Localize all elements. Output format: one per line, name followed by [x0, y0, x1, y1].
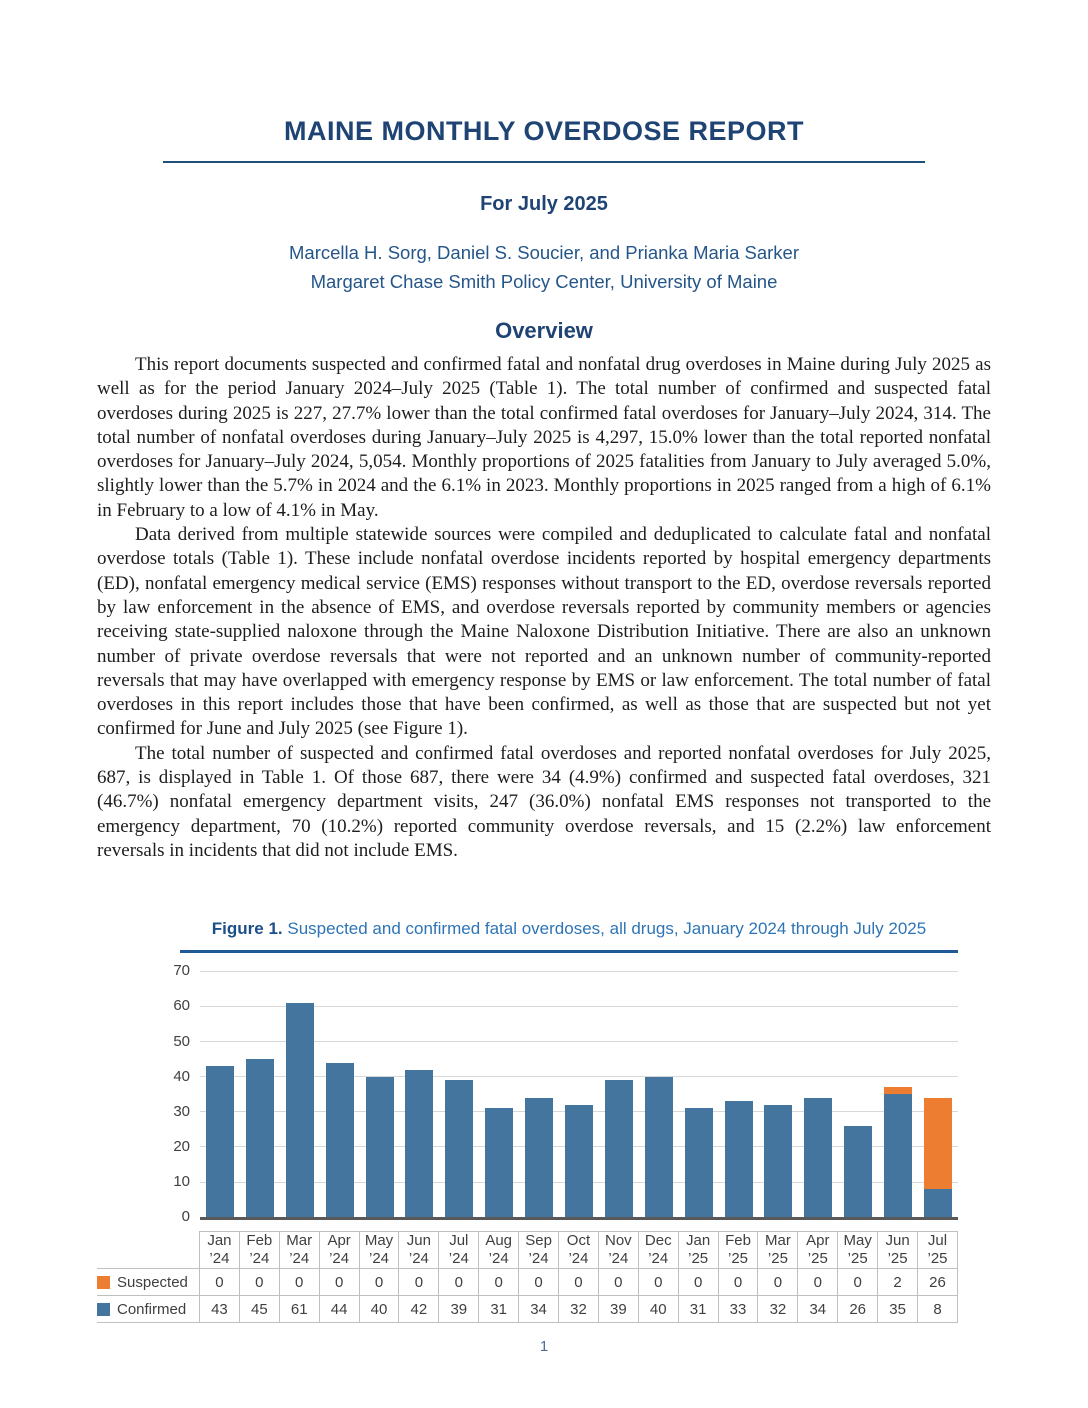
bar-segment-confirmed: [764, 1105, 792, 1217]
table-cell-confirmed-17: 35: [878, 1296, 918, 1323]
month-header-nov-24: [598, 1232, 638, 1269]
table-cell-suspected-7: 0: [479, 1269, 519, 1296]
bar-group-jul-24: [439, 1080, 479, 1217]
month-header-mar-25: [758, 1232, 798, 1269]
bar-segment-confirmed: [565, 1105, 593, 1217]
month-name: May: [364, 1232, 394, 1250]
month-name: Apr: [327, 1232, 351, 1250]
month-header-may-25: [838, 1232, 878, 1269]
bar-segment-confirmed: [246, 1059, 274, 1217]
month-header-jun-25: [878, 1232, 918, 1269]
month-name: Jun: [406, 1232, 431, 1250]
legend-label-suspected: Suspected: [117, 1273, 188, 1291]
month-year: ’25: [807, 1250, 828, 1268]
y-axis-tick-30: 30: [173, 1102, 190, 1120]
month-year: ’24: [528, 1250, 549, 1268]
stacked-bar: [645, 1077, 673, 1218]
table-cell-confirmed-13: 33: [718, 1296, 758, 1323]
table-cell-confirmed-7: 31: [479, 1296, 519, 1323]
stacked-bar: [246, 1059, 274, 1217]
bar-segment-confirmed: [685, 1108, 713, 1217]
month-header-dec-24: [638, 1232, 678, 1269]
table-cell-suspected-12: 0: [678, 1269, 718, 1296]
bar-segment-confirmed: [645, 1077, 673, 1218]
month-header-feb-24: [239, 1232, 279, 1269]
bar-segment-confirmed: [445, 1080, 473, 1217]
affiliation-line: Margaret Chase Smith Policy Center, University of Maine: [310, 271, 778, 292]
legend-swatch-suspected: [97, 1276, 110, 1289]
month-header-feb-25: [718, 1232, 758, 1269]
bar-group-jan-25: [679, 1108, 719, 1217]
authors-line: Marcella H. Sorg, Daniel S. Soucier, and Prianka Maria Sarker: [289, 242, 799, 263]
bar-segment-confirmed: [326, 1063, 354, 1218]
table-cell-confirmed-4: 40: [359, 1296, 399, 1323]
legend-swatch-confirmed: [97, 1303, 110, 1316]
table-cell-suspected-17: 2: [878, 1269, 918, 1296]
table-cell-suspected-4: 0: [359, 1269, 399, 1296]
month-year: ’25: [767, 1250, 788, 1268]
bar-group-apr-25: [798, 1098, 838, 1217]
table-cell-suspected-18: 26: [918, 1269, 958, 1296]
month-name: Jan: [207, 1232, 232, 1250]
table-cell-confirmed-16: 26: [838, 1296, 878, 1323]
month-header-aug-24: [479, 1232, 519, 1269]
stacked-bar: [366, 1077, 394, 1218]
bar-group-feb-24: [240, 1059, 280, 1217]
month-name: Sep: [525, 1232, 552, 1250]
table-cell-confirmed-0: 43: [200, 1296, 240, 1323]
bar-group-apr-24: [320, 1063, 360, 1218]
bar-group-may-24: [360, 1077, 400, 1218]
month-name: Dec: [644, 1232, 672, 1250]
stacked-bar: [605, 1080, 633, 1217]
table-cell-confirmed-12: 31: [678, 1296, 718, 1323]
bar-group-jul-25: [918, 1098, 958, 1217]
month-header-oct-24: [559, 1232, 599, 1269]
bar-segment-confirmed: [605, 1080, 633, 1217]
y-axis-tick-10: 10: [173, 1173, 190, 1191]
table-cell-suspected-9: 0: [559, 1269, 599, 1296]
table-cell-suspected-5: 0: [399, 1269, 439, 1296]
stacked-bar: [844, 1126, 872, 1217]
table-cell-confirmed-18: 8: [918, 1296, 958, 1323]
figure1-chart: [97, 962, 991, 1226]
table-cell-suspected-11: 0: [638, 1269, 678, 1296]
bar-segment-confirmed: [884, 1094, 912, 1217]
overview-heading: Overview: [495, 318, 593, 343]
stacked-bar: [286, 1003, 314, 1217]
bar-segment-confirmed: [485, 1108, 513, 1217]
bar-group-mar-25: [758, 1105, 798, 1217]
month-header-jul-25: [918, 1232, 958, 1269]
table-cell-confirmed-14: 32: [758, 1296, 798, 1323]
bar-group-dec-24: [639, 1077, 679, 1218]
bar-segment-confirmed: [725, 1101, 753, 1217]
table-cell-suspected-1: 0: [239, 1269, 279, 1296]
bar-group-feb-25: [719, 1101, 759, 1217]
month-name: Jul: [449, 1232, 469, 1250]
stacked-bar: [206, 1066, 234, 1217]
stacked-bar: [405, 1070, 433, 1218]
bar-group-jan-24: [200, 1066, 240, 1217]
bar-segment-confirmed: [525, 1098, 553, 1217]
legend-label-confirmed: Confirmed: [117, 1300, 187, 1318]
bar-group-nov-24: [599, 1080, 639, 1217]
figure-caption: [180, 919, 958, 939]
month-header-may-24: [359, 1232, 399, 1269]
table-cell-confirmed-1: 45: [239, 1296, 279, 1323]
y-axis-tick-60: 60: [173, 997, 190, 1015]
table-cell-confirmed-2: 61: [279, 1296, 319, 1323]
chart-plot-area: [173, 962, 958, 1226]
month-header-jan-24: [200, 1232, 240, 1269]
month-year: ’24: [648, 1250, 669, 1268]
bar-group-sep-24: [519, 1098, 559, 1217]
stacked-bar: [804, 1098, 832, 1217]
bar-segment-confirmed: [924, 1189, 952, 1217]
legend-confirmed: [97, 1296, 200, 1323]
legend-suspected: [97, 1269, 200, 1296]
y-axis-tick-50: 50: [173, 1032, 190, 1050]
stacked-bar: [445, 1080, 473, 1217]
month-year: ’24: [568, 1250, 589, 1268]
month-year: ’24: [329, 1250, 350, 1268]
stacked-bar: [326, 1063, 354, 1218]
month-name: May: [843, 1232, 872, 1250]
month-year: ’24: [289, 1250, 310, 1268]
month-name: Apr: [806, 1232, 830, 1250]
month-name: Feb: [725, 1232, 751, 1250]
month-year: ’25: [688, 1250, 709, 1268]
table-cell-confirmed-6: 39: [439, 1296, 479, 1323]
stacked-bar: [565, 1105, 593, 1217]
table-cell-confirmed-15: 34: [798, 1296, 838, 1323]
month-name: Nov: [605, 1232, 632, 1250]
overview-paragraph-2: Data derived from multiple statewide sources were compiled and deduplicated to calculate fatal and nonfatal overdose totals (Table 1). These include nonfatal overdose incidents reported by hospital emergency departments (ED), nonfatal emergency medical service (EMS) responses without transport to the ED, overdose reversals reported by law enforcement in the absence of EMS, and overdose reversals reported by community members or agencies receiving state-supplied naloxone through the Maine Naloxone Distribution Initiative. There are also an unknown number of private overdose reversals that were not reported and an unknown number of community-reported reversals that may have overlapped with emergency response by EMS or law enforcement. The total number of fatal overdoses in this report includes those that have been confirmed, as well as those that are suspected but not yet confirmed for June and July 2025 (see Figure 1).: [97, 524, 991, 740]
month-year: ’24: [408, 1250, 429, 1268]
bar-segment-confirmed: [286, 1003, 314, 1217]
stacked-bar: [764, 1105, 792, 1217]
bar-group-aug-24: [479, 1108, 519, 1217]
table-cell-suspected-3: 0: [319, 1269, 359, 1296]
y-axis-tick-40: 40: [173, 1067, 190, 1085]
table-cell-suspected-6: 0: [439, 1269, 479, 1296]
figure-caption-text: Suspected and confirmed fatal overdoses, all drugs, January 2024 through July 2025: [282, 919, 927, 939]
month-header-apr-24: [319, 1232, 359, 1269]
month-year: ’25: [847, 1250, 868, 1268]
bar-group-jun-24: [399, 1070, 439, 1218]
table-cell-suspected-8: 0: [519, 1269, 559, 1296]
bar-group-may-25: [838, 1126, 878, 1217]
month-name: Jul: [927, 1232, 948, 1250]
month-header-sep-24: [519, 1232, 559, 1269]
month-year: ’24: [448, 1250, 469, 1268]
table-cell-suspected-13: 0: [718, 1269, 758, 1296]
month-year: ’24: [488, 1250, 509, 1268]
month-header-jul-24: [439, 1232, 479, 1269]
stacked-bar: [924, 1098, 952, 1217]
stacked-bar: [525, 1098, 553, 1217]
month-year: ’25: [927, 1250, 948, 1268]
bar-segment-confirmed: [366, 1077, 394, 1218]
y-axis-tick-20: 20: [173, 1137, 190, 1155]
table-cell-suspected-0: 0: [200, 1269, 240, 1296]
table-cell-suspected-2: 0: [279, 1269, 319, 1296]
table-cell-confirmed-11: 40: [638, 1296, 678, 1323]
table-cell-confirmed-9: 32: [559, 1296, 599, 1323]
month-year: ’24: [368, 1250, 390, 1268]
month-header-mar-24: [279, 1232, 319, 1269]
month-name: Oct: [566, 1232, 591, 1250]
stacked-bar: [725, 1101, 753, 1217]
stacked-bar: [884, 1087, 912, 1217]
table-cell-confirmed-8: 34: [519, 1296, 559, 1323]
month-year: ’24: [209, 1250, 230, 1268]
table-cell-suspected-15: 0: [798, 1269, 838, 1296]
bar-segment-confirmed: [206, 1066, 234, 1217]
month-header-jun-24: [399, 1232, 439, 1269]
month-year: ’24: [249, 1250, 270, 1268]
month-name: Mar: [764, 1232, 791, 1250]
overview-paragraph-1: This report documents suspected and confirmed fatal and nonfatal drug overdoses in Maine during July 2025 as well as for the period January 2024–July 2025 (Table 1). The total number of confirmed and suspected fatal overdoses during 2025 is 227, 27.7% lower than the total confirmed fatal overdoses for January–July 2024, 314. The total number of nonfatal overdoses during January–July 2025 is 4,297, 15.0% lower than the total reported nonfatal overdoses for January–July 2024, 5,054. Monthly proportions of 2025 fatalities from January to July averaged 5.0%, slightly lower than the 5.7% in 2024 and the 6.1% in 2023. Monthly proportions in 2025 ranged from a high of 6.1% in February to a low of 4.1% in May.: [97, 354, 991, 521]
bar-segment-confirmed: [804, 1098, 832, 1217]
table-cell-suspected-10: 0: [598, 1269, 638, 1296]
month-year: ’25: [728, 1250, 749, 1268]
month-header-apr-25: [798, 1232, 838, 1269]
stacked-bar: [485, 1108, 513, 1217]
month-name: Jan: [686, 1232, 711, 1250]
table-cell-confirmed-10: 39: [598, 1296, 638, 1323]
stacked-bar: [685, 1108, 713, 1217]
report-subtitle: For July 2025: [480, 193, 608, 215]
overview-paragraph-3: The total number of suspected and confirmed fatal overdoses and reported nonfatal overdoses for July 2025, 687, is displayed in Table 1. Of those 687, there were 34 (4.9%) confirmed and suspected fatal overdoses, 321 (46.7%) nonfatal emergency department visits, 247 (36.0%) nonfatal EMS responses not transported to the emergency department, 70 (10.2%) reported community overdose reversals, and 15 (2.2%) law enforcement reversals in incidents that did not include EMS.: [97, 742, 991, 861]
month-name: Aug: [485, 1232, 513, 1250]
figure-divider: [180, 950, 958, 953]
month-header-jan-25: [678, 1232, 718, 1269]
table-cell-confirmed-5: 42: [399, 1296, 439, 1323]
table-cell-confirmed-3: 44: [319, 1296, 359, 1323]
month-name: Jun: [885, 1232, 910, 1250]
month-name: Mar: [286, 1232, 313, 1250]
bar-group-jun-25: [878, 1087, 918, 1217]
month-year: ’24: [608, 1250, 629, 1268]
bar-segment-suspected: [884, 1087, 912, 1094]
bar-group-oct-24: [559, 1105, 599, 1217]
bar-segment-confirmed: [844, 1126, 872, 1217]
y-axis-tick-70: 70: [173, 962, 190, 980]
table-cell-suspected-16: 0: [838, 1269, 878, 1296]
month-name: Feb: [246, 1232, 273, 1250]
month-year: ’25: [887, 1250, 908, 1268]
page-number: 1: [539, 1338, 549, 1355]
bar-segment-confirmed: [405, 1070, 433, 1218]
table-corner-blank: [97, 1232, 200, 1269]
title-divider: [163, 161, 925, 163]
bar-segment-suspected: [924, 1098, 952, 1189]
bar-series: [200, 971, 958, 1217]
figure-label: Figure 1.: [211, 919, 283, 939]
y-axis-tick-0: 0: [181, 1208, 190, 1226]
page-title: MAINE MONTHLY OVERDOSE REPORT: [283, 116, 805, 146]
chart-data-table: [97, 1231, 958, 1323]
table-cell-suspected-14: 0: [758, 1269, 798, 1296]
bar-group-mar-24: [280, 1003, 320, 1217]
